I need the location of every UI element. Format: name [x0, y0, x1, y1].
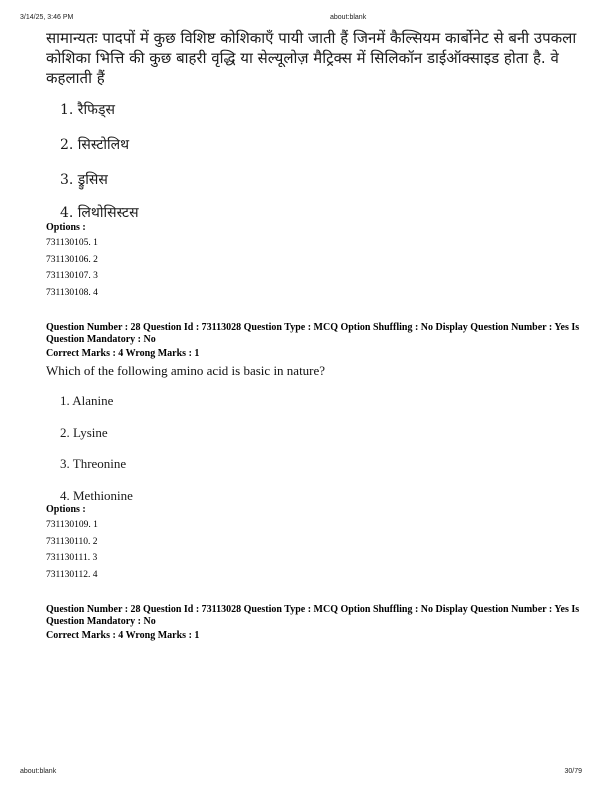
print-footer-url: about:blank: [20, 768, 57, 775]
question-text: Which of the following amino acid is basic in nature?: [46, 363, 326, 378]
option-2: 2. सिस्टोलिथ: [60, 137, 130, 153]
print-header-url: about:blank: [330, 14, 367, 21]
option-code-2: 731130110. 2: [46, 537, 98, 547]
question-meta: Question Number : 28 Question Id : 73113028 Question Type : MCQ Option Shuffling : No Display Question Number : Yes Is Question Mandatory : No: [46, 604, 580, 627]
print-datetime: 3/14/25, 3:46 PM: [20, 14, 74, 21]
option-3: 3. Threonine: [60, 456, 127, 471]
page-number: 30/79: [564, 768, 582, 775]
marks-meta: Correct Marks : 4 Wrong Marks : 1: [46, 348, 200, 359]
marks-meta: Correct Marks : 4 Wrong Marks : 1: [46, 630, 200, 641]
option-3: 3. ड्रुसिस: [60, 172, 108, 188]
options-label: Options :: [46, 504, 86, 515]
option-code-4: 731130112. 4: [46, 570, 98, 580]
options-label: Options :: [46, 222, 86, 233]
option-code-2: 731130106. 2: [46, 255, 98, 265]
question-text-hindi: सामान्यतः पादपों में कुछ विशिष्ट कोशिकाएँ पायी जाती हैं जिनमें कैल्सियम कार्बोनेट से बनी उपकला कोशिका भित्ति की कुछ बाहरी वृद्धि या सेल्यूलोज़ मैट्रिक्स में सिलिकॉन डाईऑक्साइड होता है. वे कहलाती हैं: [46, 29, 577, 87]
option-4: 4. लिथोसिस्टस: [60, 205, 139, 221]
option-4: 4. Methionine: [60, 488, 133, 503]
option-1: 1. रैफिड्स: [60, 102, 115, 118]
option-code-4: 731130108. 4: [46, 288, 98, 298]
question-meta: Question Number : 28 Question Id : 73113028 Question Type : MCQ Option Shuffling : No Display Question Number : Yes Is Question Mandatory : No: [46, 322, 580, 345]
option-2: 2. Lysine: [60, 425, 108, 440]
option-code-3: 731130111. 3: [46, 553, 98, 563]
option-1: 1. Alanine: [60, 393, 114, 408]
option-code-3: 731130107. 3: [46, 271, 98, 281]
option-code-1: 731130105. 1: [46, 238, 98, 248]
option-code-1: 731130109. 1: [46, 520, 98, 530]
